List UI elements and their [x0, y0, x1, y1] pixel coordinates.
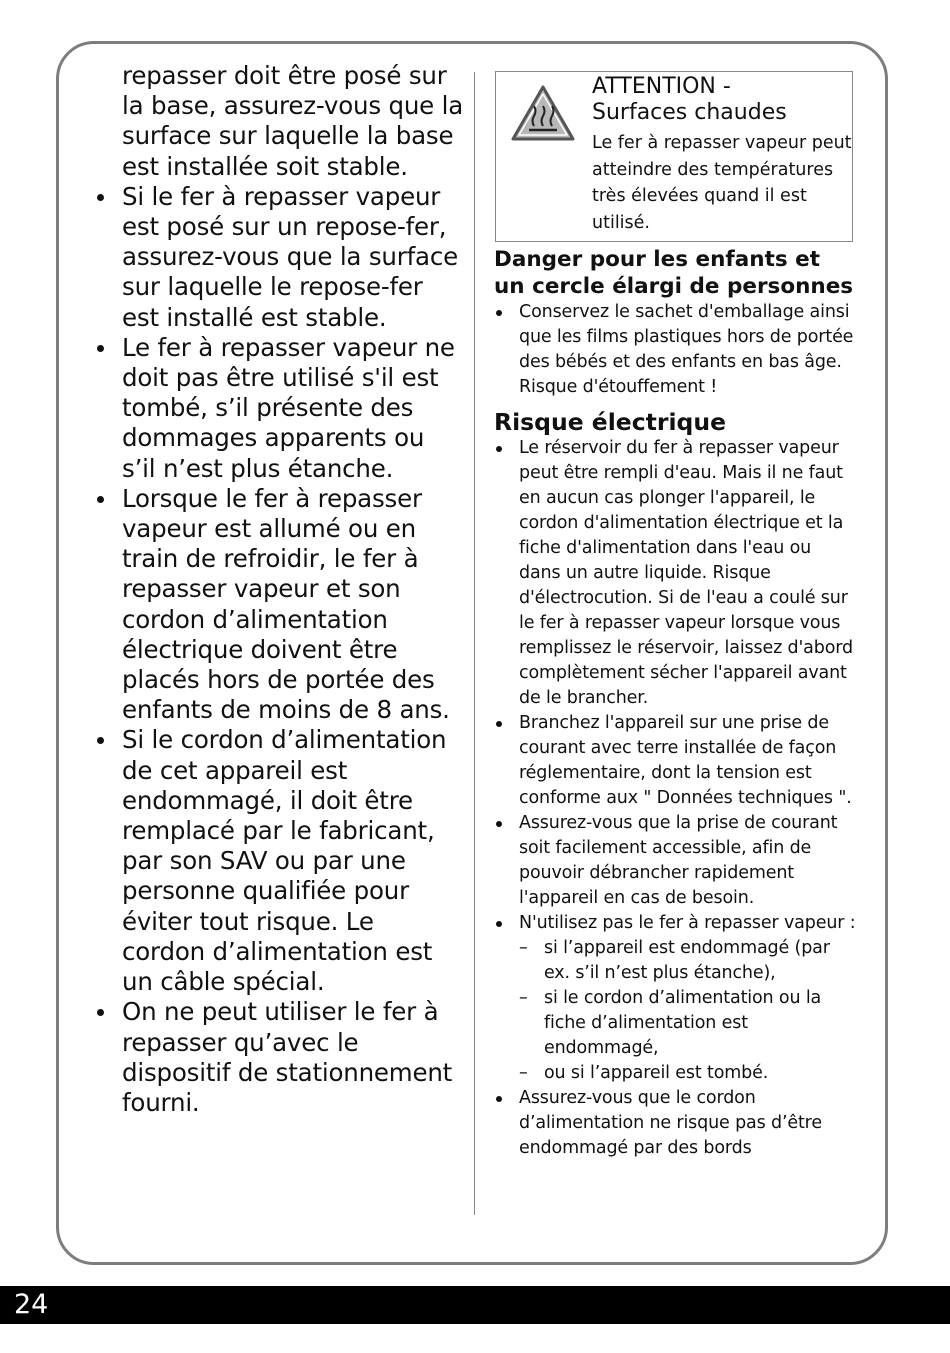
- bullet-icon: [97, 737, 104, 744]
- list-item: Branchez l'appareil sur une prise de courant avec terre installée de façon réglementaire, dont la tension est conforme aux " Données techniques ".: [494, 711, 856, 811]
- list-item: Le fer à repasser vapeur ne doit pas être utilisé s'il est tombé, s’il présente des dommages apparents ou s’il n’est plus étanche.: [94, 333, 464, 484]
- list-item: Si le fer à repasser vapeur est posé sur un repose-fer, assurez-vous que la surface sur laquelle le repose-fer est installé est stable.: [94, 182, 464, 333]
- list-item: Lorsque le fer à repasser vapeur est allumé ou en train de refroidir, le fer à repasser vapeur et son cordon d’alimentation électrique doivent être placés hors de portée des enfants de moins de 8 ans.: [94, 484, 464, 726]
- section-electric: [494, 409, 856, 1161]
- hot-surface-warning-icon: [510, 84, 576, 142]
- warning-text: Le fer à repasser vapeur peut atteindre des températures très élevées quand il est utilisé.: [592, 133, 852, 233]
- bullet-icon: [496, 921, 502, 927]
- page-number: 24: [14, 1289, 49, 1320]
- sub-list-item: – si le cordon d’alimentation ou la fiche d’alimentation est endommagé,: [519, 988, 822, 1058]
- bullet-icon: [496, 721, 502, 727]
- footer-bar: [0, 1286, 950, 1324]
- warning-title: ATTENTION - Surfaces chaudes: [592, 74, 787, 125]
- section-children: [494, 246, 856, 400]
- list-item: Le réservoir du fer à repasser vapeur peut être rempli d'eau. Mais il ne faut en aucun cas plonger l'appareil, le cordon d'alimentation électrique et la fiche d'alimentation dans l'eau ou dans un autre liquide. Risque d'électrocution. Si de l'eau a coulé sur le fer à repasser vapeur lorsque vous remplissez le réservoir, laissez d'abord complètement sécher l'appareil avant de le brancher.: [494, 436, 856, 711]
- sub-list: [519, 936, 856, 1086]
- bullet-icon: [496, 310, 502, 316]
- safety-list: [94, 182, 464, 1118]
- list-item: On ne peut utiliser le fer à repasser qu’avec le dispositif de stationnement fourni.: [94, 997, 464, 1118]
- bullet-icon: [97, 194, 104, 201]
- bullet-icon: [496, 446, 502, 452]
- bullet-icon: [496, 821, 502, 827]
- sub-list-item: – ou si l’appareil est tombé.: [519, 1063, 769, 1083]
- section-heading: Danger pour les enfants et un cercle élargi de personnes: [494, 247, 854, 299]
- bullet-icon: [496, 1096, 502, 1102]
- bullet-icon: [97, 1009, 104, 1016]
- hot-surface-warning-box: [495, 71, 853, 242]
- section-heading: Risque électrique: [494, 408, 727, 436]
- left-column: [94, 61, 464, 1118]
- continuation-text: repasser doit être posé sur la base, assurez-vous que la surface sur laquelle la base est installée soit stable.: [122, 61, 464, 181]
- column-divider: [474, 72, 475, 1215]
- sub-list-item: – si l’appareil est endommagé (par ex. s’il n’est plus étanche),: [519, 938, 830, 983]
- list-item: Assurez-vous que la prise de courant soit facilement accessible, afin de pouvoir débrancher rapidement l'appareil en cas de besoin.: [494, 811, 856, 911]
- list-item: Si le cordon d’alimentation de cet appareil est endommagé, il doit être remplacé par le fabricant, par son SAV ou par une personne qualifiée pour éviter tout risque. Le cordon d’alimentation est un câble spécial.: [94, 725, 464, 997]
- list-item: N'utilisez pas le fer à repasser vapeur : – si l’appareil est endommagé (par ex. s’il n’est plus étanche), – si le cordon d’alimentation ou la fiche d’alimentation est endommagé, – ou si l’appareil est tombé.: [494, 911, 856, 1086]
- bullet-icon: [97, 496, 104, 503]
- bullet-icon: [97, 345, 104, 352]
- list-item: Conservez le sachet d'emballage ainsi que les films plastiques hors de portée des bébés et des enfants en bas âge. Risque d'étouffement !: [494, 300, 856, 400]
- list-item: Assurez-vous que le cordon d’alimentation ne risque pas d’être endommagé par des bords: [494, 1086, 856, 1161]
